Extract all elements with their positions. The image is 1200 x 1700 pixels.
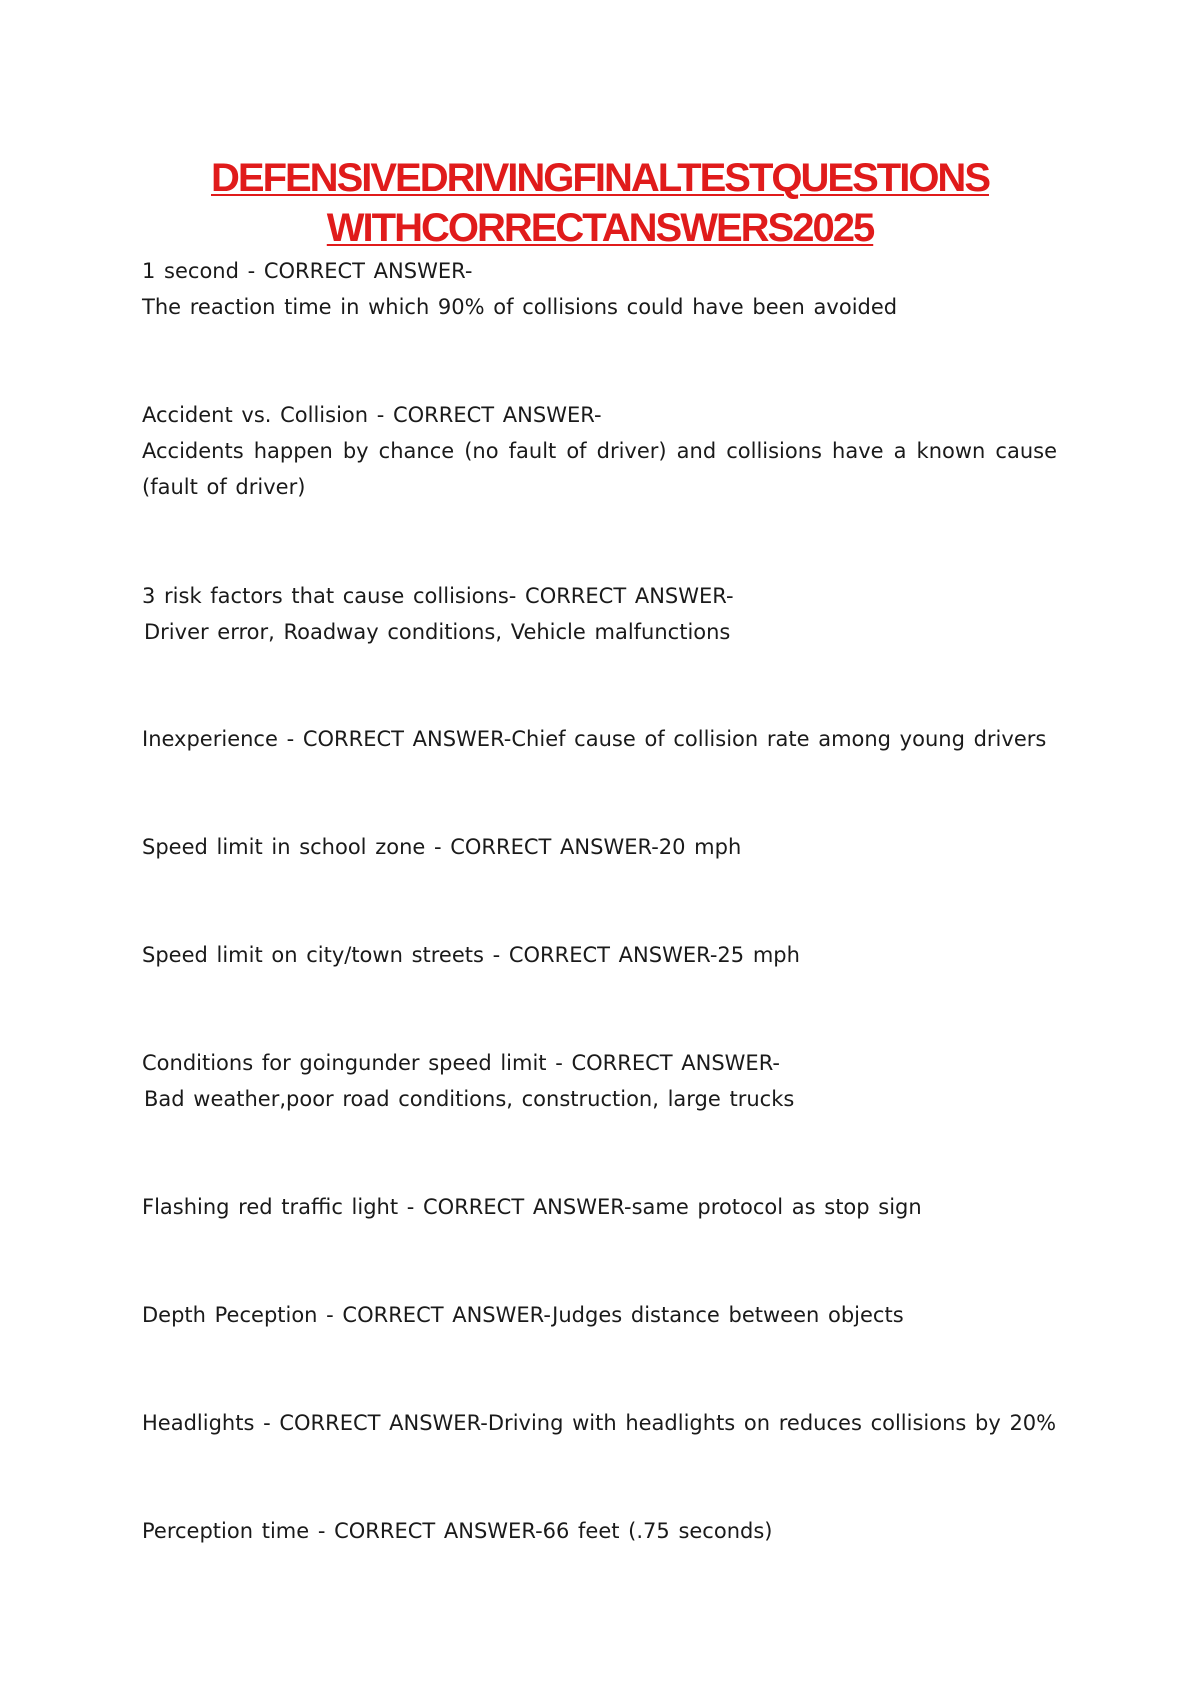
qa-question: Speed limit on city/town streets - CORRECT ANSWER-25 mph: [142, 943, 800, 967]
qa-answer: Driver error, Roadway conditions, Vehicle malfunctions: [144, 620, 731, 644]
qa-item: [142, 578, 1062, 650]
qa-question: 3 risk factors that cause collisions- CORRECT ANSWER-: [142, 584, 734, 608]
qa-item: [142, 829, 1062, 865]
qa-item: [142, 1045, 1062, 1117]
qa-question: Speed limit in school zone - CORRECT ANSWER-20 mph: [142, 835, 742, 859]
qa-question: Conditions for goingunder speed limit - CORRECT ANSWER-: [142, 1051, 781, 1075]
qa-item: [142, 253, 1062, 325]
qa-question: Headlights - CORRECT ANSWER-Driving with headlights on reduces collisions by 20%: [142, 1411, 1057, 1435]
qa-question: Flashing red traffic light - CORRECT ANSWER-same protocol as stop sign: [142, 1195, 922, 1219]
qa-item: [142, 1297, 1062, 1333]
title-line-2: WITHCORRECTANSWERS2025: [326, 206, 874, 250]
title-line-1: DEFENSIVEDRIVINGFINALTESTQUESTIONS: [211, 156, 989, 200]
qa-question: Accident vs. Collision - CORRECT ANSWER-: [142, 403, 602, 427]
qa-item: [142, 1513, 1062, 1549]
qa-question: Depth Peception - CORRECT ANSWER-Judges distance between objects: [142, 1303, 904, 1327]
qa-item: [142, 397, 1062, 505]
qa-question: 1 second - CORRECT ANSWER-: [142, 259, 473, 283]
qa-answer: The reaction time in which 90% of collisions could have been avoided: [142, 295, 898, 319]
qa-question: Inexperience - CORRECT ANSWER-Chief cause of collision rate among young drivers: [142, 727, 1047, 751]
qa-item: [142, 721, 1062, 757]
document-title: [140, 153, 1060, 253]
qa-answer: Accidents happen by chance (no fault of driver) and collisions have a known cause (fault of driver): [142, 439, 1057, 499]
qa-item: [142, 1405, 1062, 1441]
qa-item: [142, 937, 1062, 973]
qa-question: Perception time - CORRECT ANSWER-66 feet (.75 seconds): [142, 1519, 773, 1543]
qa-item: [142, 1189, 1062, 1225]
qa-answer: Bad weather,poor road conditions, construction, large trucks: [144, 1087, 795, 1111]
